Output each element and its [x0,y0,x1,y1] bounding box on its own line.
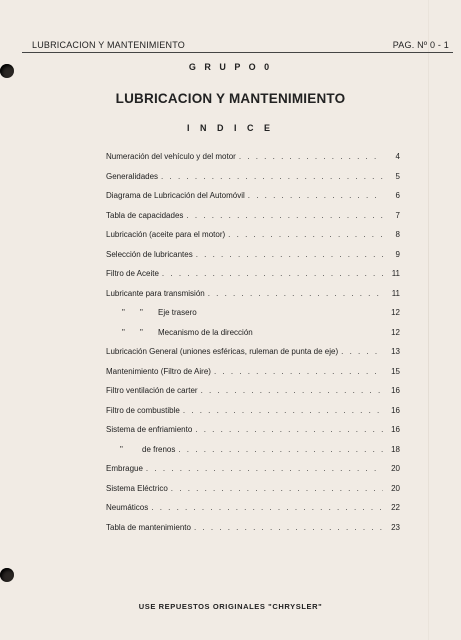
toc-entry-label: Eje trasero [158,308,197,317]
leader-dots [183,404,383,418]
toc-entry-sub [106,326,400,340]
toc-entry-page: 4 [395,152,400,161]
page-header [22,38,453,53]
toc-entry-page: 12 [391,327,400,337]
toc-entry-label: Lubricante para transmisión [106,288,205,298]
group-heading: G R U P O 0 [188,62,273,72]
leader-dots [146,462,383,476]
leader-dots [214,365,383,379]
toc-entry-label: Filtro de Aceite [106,269,159,278]
toc-entry-page: 13 [391,347,400,356]
ditto-mark: " [140,308,143,317]
toc-entry [106,170,400,184]
toc-entry [106,248,400,262]
toc-entry-label: Lubricación General (uniones esféricas, ruleman de punta de eje) [106,347,339,356]
leader-dots [171,482,383,496]
toc-entry-page: 22 [391,503,400,512]
toc-entry-page: 15 [391,366,400,376]
leader-dots [341,345,383,359]
toc-entry [106,482,400,496]
page-number: PAG. Nº 0 - 1 [392,40,449,50]
toc-entry [106,209,400,223]
toc-entry-label: Tabla de mantenimiento [106,522,191,532]
leader-dots [186,209,383,223]
toc-entry-sub [106,306,400,320]
toc-entry-label: Mecanismo de la dirección [158,327,253,337]
toc-entry-page: 11 [391,269,400,278]
ditto-mark: " [122,308,125,317]
toc-entry-sub [106,443,400,457]
toc-entry-label: Generalidades [106,171,159,181]
toc-entry-page: 23 [391,522,400,532]
toc-entry-label: de frenos [142,444,176,454]
toc-entry-label: Mantenimiento (Filtro de Aire) [106,366,211,376]
toc-entry-label: Numeración del vehículo y del motor [106,152,236,161]
toc-entry [106,404,400,418]
toc-entry-label: Neumáticos [106,503,149,512]
leader-dots [248,189,383,203]
toc-entry-label: Sistema de enfriamiento [106,425,193,434]
toc-entry-sub-label-wrap [106,443,175,457]
toc-entry-page: 16 [391,425,400,434]
toc-entry-label: Tabla de capacidades [106,210,184,220]
toc-entry [106,287,400,301]
toc-entry-sub-label-wrap [106,306,197,320]
toc-entry [106,189,400,203]
toc-entry [106,365,400,379]
toc-entry-label: Diagrama de Lubricación del Automóvil [106,191,245,200]
leader-dots [195,423,383,437]
index-heading: I N D I C E [186,123,274,133]
toc-entry-label: Lubricación (aceite para el motor) [106,230,226,239]
toc-entry-label: Filtro ventilación de carter [106,386,198,395]
toc-entry-page: 11 [391,288,400,298]
header-title: LUBRICACION Y MANTENIMIENTO [32,40,185,50]
toc-entry-page: 6 [395,191,400,200]
leader-dots [194,521,383,535]
page-footer: USE REPUESTOS ORIGINALES "CHRYSLER" [138,602,323,611]
toc-entry [106,150,400,164]
toc-entry [106,423,400,437]
toc-entry-page: 16 [391,405,400,415]
leader-dots [151,501,383,515]
toc-entry-label: Embrague [106,464,143,473]
leader-dots [161,170,383,184]
leader-dots [208,287,383,301]
toc-entry-page: 9 [395,249,400,259]
toc-entry [106,267,400,281]
leader-dots [239,150,383,164]
toc-entry-sub-label-wrap [106,326,253,340]
toc-entry-label: Selección de lubricantes [106,249,193,259]
toc-entry-label: Filtro de combustible [106,405,180,415]
toc-entry-page: 7 [395,210,400,220]
document-title: LUBRICACION Y MANTENIMIENTO [115,91,346,106]
toc-entry-page: 16 [391,386,400,395]
toc-entry-page: 5 [395,171,400,181]
toc-entry [106,521,400,535]
toc-entry-page: 18 [391,444,400,454]
ditto-mark: " [140,327,143,337]
toc-entry [106,345,400,359]
toc-entry-page: 20 [391,464,400,473]
leader-dots [178,443,383,457]
toc-entry-page: 12 [391,308,400,317]
toc-entry-page: 8 [395,230,400,239]
leader-dots [228,228,383,242]
ditto-mark: " [120,444,123,454]
toc-entry-page: 20 [391,483,400,493]
toc-entry [106,501,400,515]
leader-dots [162,267,383,281]
toc-entry [106,462,400,476]
punch-hole-bottom [0,568,14,582]
ditto-mark: " [122,327,125,337]
toc-entry [106,228,400,242]
toc-entry [106,384,400,398]
leader-dots [201,384,383,398]
leader-dots [196,248,383,262]
toc-entry-label: Sistema Eléctrico [106,483,168,493]
